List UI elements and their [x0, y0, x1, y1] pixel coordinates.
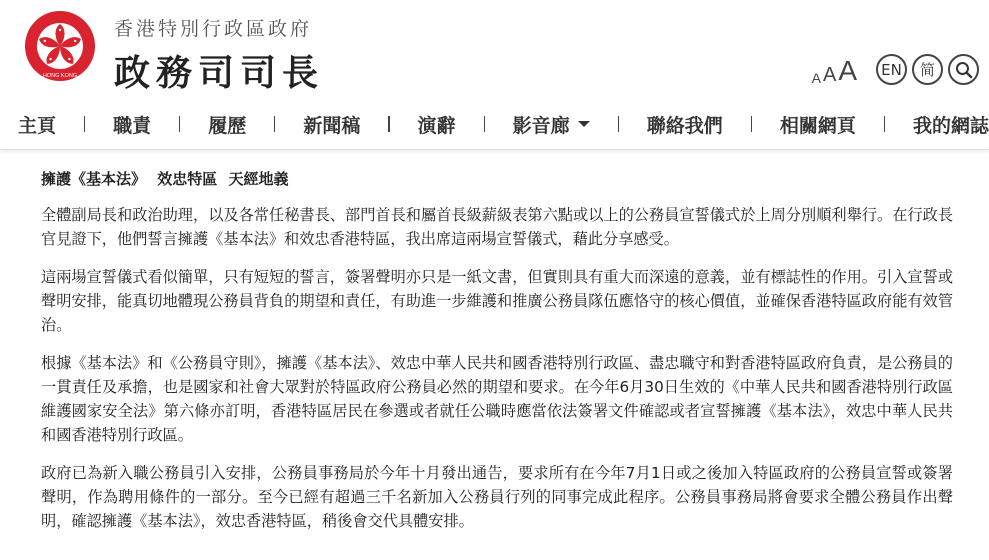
article-paragraph: 這兩場宣誓儀式看似簡單，只有短短的誓言，簽署聲明亦只是一紙文書，但實則具有重大而深遠的意義，並有標誌性的作用。引入宣誓或聲明安排，能真切地體現公務員背負的期望和責任，有助進一步維護和推廣公務員隊伍應恪守的核心價值，並確保香港特區政府能有效管治。	[41, 268, 953, 334]
nav-divider	[84, 116, 85, 132]
article-paragraph: 根據《基本法》和《公務員守則》，擁護《基本法》、效忠中華人民共和國香港特別行政區、盡忠職守和對香港特區政府負責，是公務員的一貫責任及承擔，也是國家和社會大眾對於特區政府公務員必然的期望和要求。在今年6月30日生效的《中華人民共和國香港特別行政區維護國家安全法》第六條亦訂明，香港特區居民在參選或者就任公職時應當依法簽署文件確認或者宣誓擁護《基本法》，效忠中華人民共和國香港特別行政區。	[41, 354, 953, 444]
font-size-large-button[interactable]: A	[838, 55, 857, 86]
main-nav	[0, 108, 989, 140]
search-icon	[955, 61, 973, 79]
nav-divider	[179, 116, 180, 132]
article-paragraph: 政府已為新入職公務員引入安排，公務員事務局於今年十月發出通告，要求所有在今年7月1日或之後加入特區政府的公務員宣誓或簽署聲明，作為聘用條件的一部分。至今已經有超過三千名新加入公務員行列的同事完成此程序。公務員事務局將會要求全體公務員作出聲明，確認擁護《基本法》，效忠香港特區，稍後會交代具體安排。	[41, 464, 953, 530]
article-content	[41, 168, 953, 547]
article-heading: 擁護《基本法》 效忠特區 天經地義	[41, 170, 289, 188]
nav-divider	[884, 116, 885, 132]
nav-item-speeches[interactable]: 演辭	[417, 114, 456, 137]
svg-text:HONG KONG: HONG KONG	[42, 73, 78, 79]
nav-divider	[484, 116, 485, 132]
article-paragraph: 全體副局長和政治助理，以及各常任秘書長、部門首長和屬首長級薪級表第六點或以上的公務員宣誓儀式於上周分別順利舉行。在行政長官見證下，他們誓言擁護《基本法》和效忠香港特區，我出席這兩場宣誓儀式，藉此分享感受。	[41, 206, 953, 248]
hksar-emblem-logo[interactable]	[24, 10, 96, 82]
nav-item-related-links[interactable]: 相關網頁	[779, 114, 856, 137]
site-title	[114, 14, 324, 96]
site-header	[0, 0, 989, 150]
nav-item-biography[interactable]: 履歷	[208, 114, 247, 137]
search-button[interactable]	[948, 54, 979, 85]
nav-item-my-blog[interactable]: 我的網誌	[913, 114, 989, 137]
nav-item-media-gallery[interactable]	[513, 111, 590, 138]
org-name: 香港特別行政區政府	[114, 18, 313, 40]
nav-item-media-gallery-label: 影音廊	[512, 114, 570, 137]
office-name[interactable]: 政務司司長	[114, 53, 325, 94]
nav-divider	[274, 116, 275, 132]
font-size-medium-button[interactable]: A	[822, 64, 837, 86]
nav-item-press-releases[interactable]: 新聞稿	[303, 114, 361, 137]
english-language-button[interactable]: EN	[876, 54, 907, 85]
chevron-down-icon	[578, 121, 590, 127]
nav-item-home[interactable]: 主頁	[18, 114, 57, 137]
utility-toolbar	[812, 54, 979, 85]
font-size-small-button[interactable]: A	[811, 70, 821, 86]
nav-divider	[618, 116, 619, 132]
nav-divider	[388, 116, 389, 132]
nav-item-contact-us[interactable]: 聯絡我們	[646, 114, 723, 137]
nav-item-duties[interactable]: 職責	[113, 114, 152, 137]
nav-divider	[751, 116, 752, 132]
simplified-chinese-button[interactable]: 简	[912, 54, 943, 85]
